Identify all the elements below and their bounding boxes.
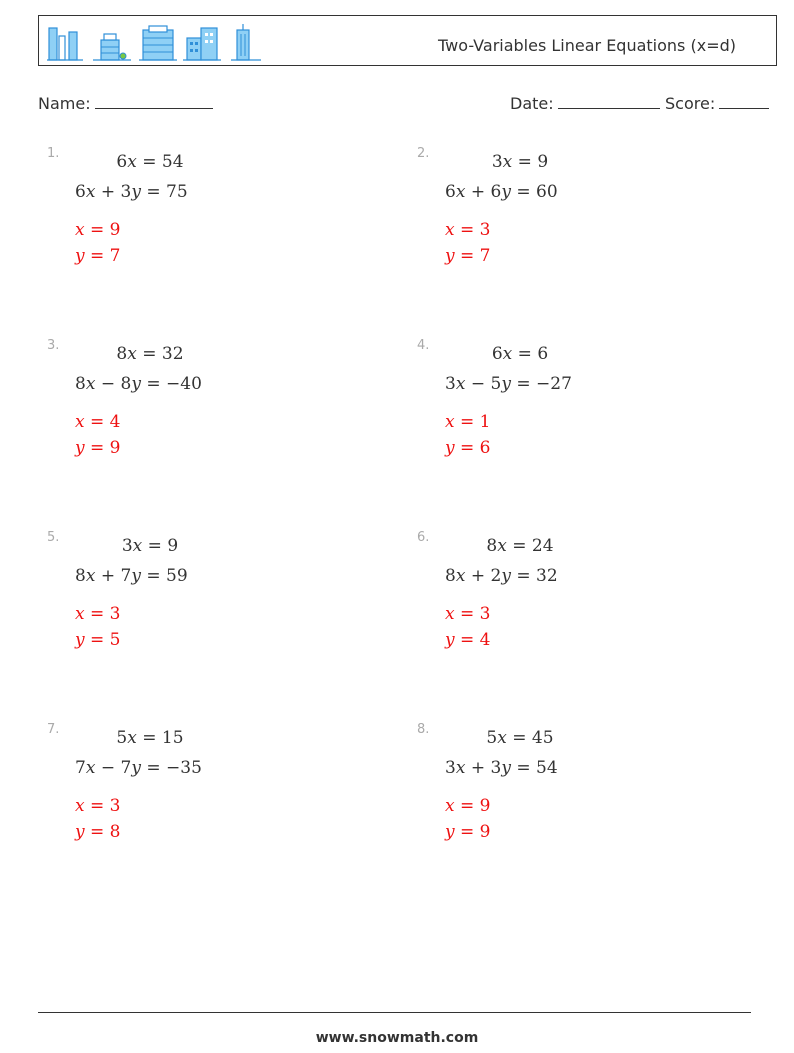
- date-label: Date:: [510, 94, 554, 113]
- name-blank[interactable]: [95, 94, 213, 109]
- problem-3: [47, 338, 377, 518]
- answer-y: y = 4: [445, 630, 491, 650]
- name-label: Name:: [38, 94, 91, 113]
- answer-x: x = 3: [75, 796, 121, 816]
- equation-1: 3x = 9: [491, 152, 549, 172]
- equation-1: 5x = 15: [116, 728, 184, 748]
- answer-y: y = 7: [445, 246, 491, 266]
- answer-y: y = 7: [75, 246, 121, 266]
- equation-2: 3x − 5y = −27: [445, 374, 572, 394]
- equation-2: 3x + 3y = 54: [445, 758, 558, 778]
- footer-website: www.snowmath.com: [315, 1030, 479, 1046]
- problem-8: [417, 722, 747, 902]
- score-label: Score:: [665, 94, 716, 113]
- problem-number: 4.: [417, 338, 430, 353]
- problem-number: 3.: [47, 338, 60, 353]
- problem-number: 6.: [417, 530, 430, 545]
- answer-y: y = 8: [75, 822, 121, 842]
- answer-x: x = 9: [75, 220, 121, 240]
- answer-x: x = 4: [75, 412, 121, 432]
- equation-1: 8x = 32: [116, 344, 184, 364]
- problem-1: [47, 146, 377, 326]
- equation-2: 8x + 7y = 59: [75, 566, 188, 586]
- problem-7: [47, 722, 377, 902]
- equation-1: 6x = 54: [116, 152, 184, 172]
- answer-x: x = 1: [445, 412, 491, 432]
- equation-1: 6x = 6: [491, 344, 549, 364]
- problem-number: 8.: [417, 722, 430, 737]
- worksheet-title: Two-Variables Linear Equations (x=d): [438, 36, 736, 55]
- problem-5: [47, 530, 377, 710]
- answer-y: y = 5: [75, 630, 121, 650]
- answer-x: x = 9: [445, 796, 491, 816]
- problem-4: [417, 338, 747, 518]
- answer-x: x = 3: [445, 604, 491, 624]
- city-buildings-logo-icon: [45, 22, 265, 62]
- problem-number: 7.: [47, 722, 60, 737]
- equation-2: 6x + 6y = 60: [445, 182, 558, 202]
- date-blank[interactable]: [558, 94, 660, 109]
- problem-6: [417, 530, 747, 710]
- equation-1: 5x = 45: [486, 728, 554, 748]
- name-field[interactable]: [38, 94, 213, 113]
- answer-y: y = 9: [445, 822, 491, 842]
- problem-number: 5.: [47, 530, 60, 545]
- equation-1: 3x = 9: [121, 536, 179, 556]
- score-blank[interactable]: [719, 94, 769, 109]
- footer-divider: [38, 1012, 751, 1013]
- score-field[interactable]: [665, 94, 769, 113]
- problem-number: 1.: [47, 146, 60, 161]
- equation-1: 8x = 24: [486, 536, 554, 556]
- answer-y: y = 9: [75, 438, 121, 458]
- date-field[interactable]: [510, 94, 660, 113]
- answer-x: x = 3: [445, 220, 491, 240]
- answer-y: y = 6: [445, 438, 491, 458]
- problem-2: [417, 146, 747, 326]
- worksheet-header: [38, 15, 777, 66]
- equation-2: 6x + 3y = 75: [75, 182, 188, 202]
- equation-2: 8x − 8y = −40: [75, 374, 202, 394]
- equation-2: 8x + 2y = 32: [445, 566, 558, 586]
- problem-number: 2.: [417, 146, 430, 161]
- equation-2: 7x − 7y = −35: [75, 758, 202, 778]
- answer-x: x = 3: [75, 604, 121, 624]
